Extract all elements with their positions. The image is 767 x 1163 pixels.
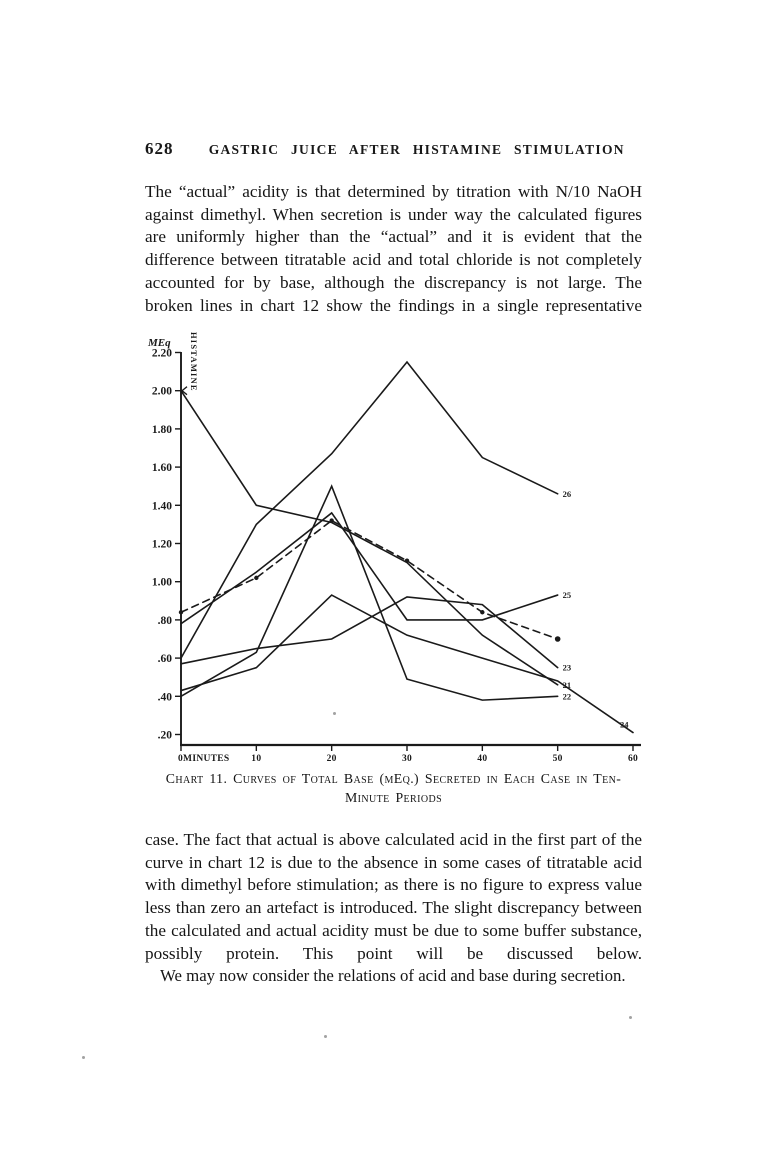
- y-tick-label: 1.00: [151, 576, 172, 589]
- case-22-end-label: 22: [562, 691, 572, 702]
- x-tick-label: 30: [401, 754, 413, 764]
- average-broken-line-point: [179, 610, 183, 614]
- y-tick-label: 1.20: [151, 538, 172, 551]
- x-tick-label: 40: [477, 754, 488, 764]
- y-axis-unit-label: MEq: [148, 337, 171, 349]
- chart-caption-line-1: Chart 11. Curves of Total Base (mEq.) Secreted in Each Case in Ten-: [165, 771, 622, 786]
- y-tick-label: 1.60: [151, 462, 172, 475]
- y-tick-label: .80: [157, 614, 172, 627]
- case-24-end-label: 24: [619, 719, 629, 730]
- average-broken-line-point: [405, 558, 409, 562]
- chart-11-figure: [140, 330, 667, 767]
- x-tick-label: 20: [326, 754, 337, 764]
- case-26-end-label: 26: [562, 488, 572, 499]
- case-23-end-label: 23: [562, 662, 572, 673]
- paragraph-below-chart: case. The fact that actual is above calculated acid in the first part of the curve in chart 12 is due to the absence in some cases of titratable acid with dimethyl before stimulation; as there is no figure to express value less than zero an artefact is introduced. The slight discrepancy between the calculated and actual acidity must be due to some buffer substance, possibly protein. This point will be discussed below.: [145, 830, 642, 963]
- chart-caption-line-2: Minute Periods: [344, 790, 443, 805]
- x-tick-label: 60: [627, 754, 639, 764]
- y-tick-label: .20: [157, 729, 172, 742]
- running-header: [145, 139, 642, 159]
- average-broken-line-point: [329, 518, 333, 522]
- histamine-axis-annotation: HISTAMINE: [189, 332, 199, 392]
- x-tick-label: 10: [251, 754, 262, 764]
- case-23-curve: [181, 597, 558, 668]
- scan-speck: [333, 712, 336, 715]
- scan-speck: [324, 1035, 327, 1038]
- average-broken-line-point: [480, 610, 484, 614]
- y-tick-label: .40: [157, 691, 172, 704]
- closing-sentence: We may now consider the relations of acid and base during secretion.: [160, 966, 626, 985]
- case-22-curve: [181, 486, 558, 700]
- average-broken-line-point: [254, 576, 258, 580]
- case-21-curve: [181, 391, 558, 685]
- y-tick-label: .60: [157, 653, 172, 666]
- case-25-end-label: 25: [562, 590, 572, 601]
- case-25-curve: [181, 513, 558, 624]
- page-number: 628: [145, 139, 174, 158]
- average-broken-line-point: [555, 636, 561, 642]
- y-tick-label: 2.00: [151, 385, 172, 398]
- chart-caption: [145, 769, 642, 807]
- running-head-title: GASTRIC JUICE AFTER HISTAMINE STIMULATION: [208, 142, 625, 157]
- paragraph-above-chart: The “actual” acidity is that determined by titration with N/10 NaOH against dimethyl. When secretion is under way the calculated figures are uniformly higher than the “actual” and it is evident that the difference between titratable acid and total chloride is not completely accounted for by base, although the discrepancy is not large. The broken lines in chart 12 show the findings in a single representative: [145, 182, 642, 315]
- scan-speck: [629, 1016, 632, 1019]
- y-tick-label: 2.20: [151, 347, 172, 360]
- y-tick-label: 1.40: [151, 500, 172, 513]
- y-tick-label: 1.80: [151, 423, 172, 436]
- x-tick-label: 0MINUTES: [178, 754, 230, 764]
- case-21-end-label: 21: [562, 679, 572, 690]
- x-tick-label: 50: [552, 754, 563, 764]
- total-base-line-chart: [140, 330, 667, 767]
- scan-speck: [82, 1056, 85, 1059]
